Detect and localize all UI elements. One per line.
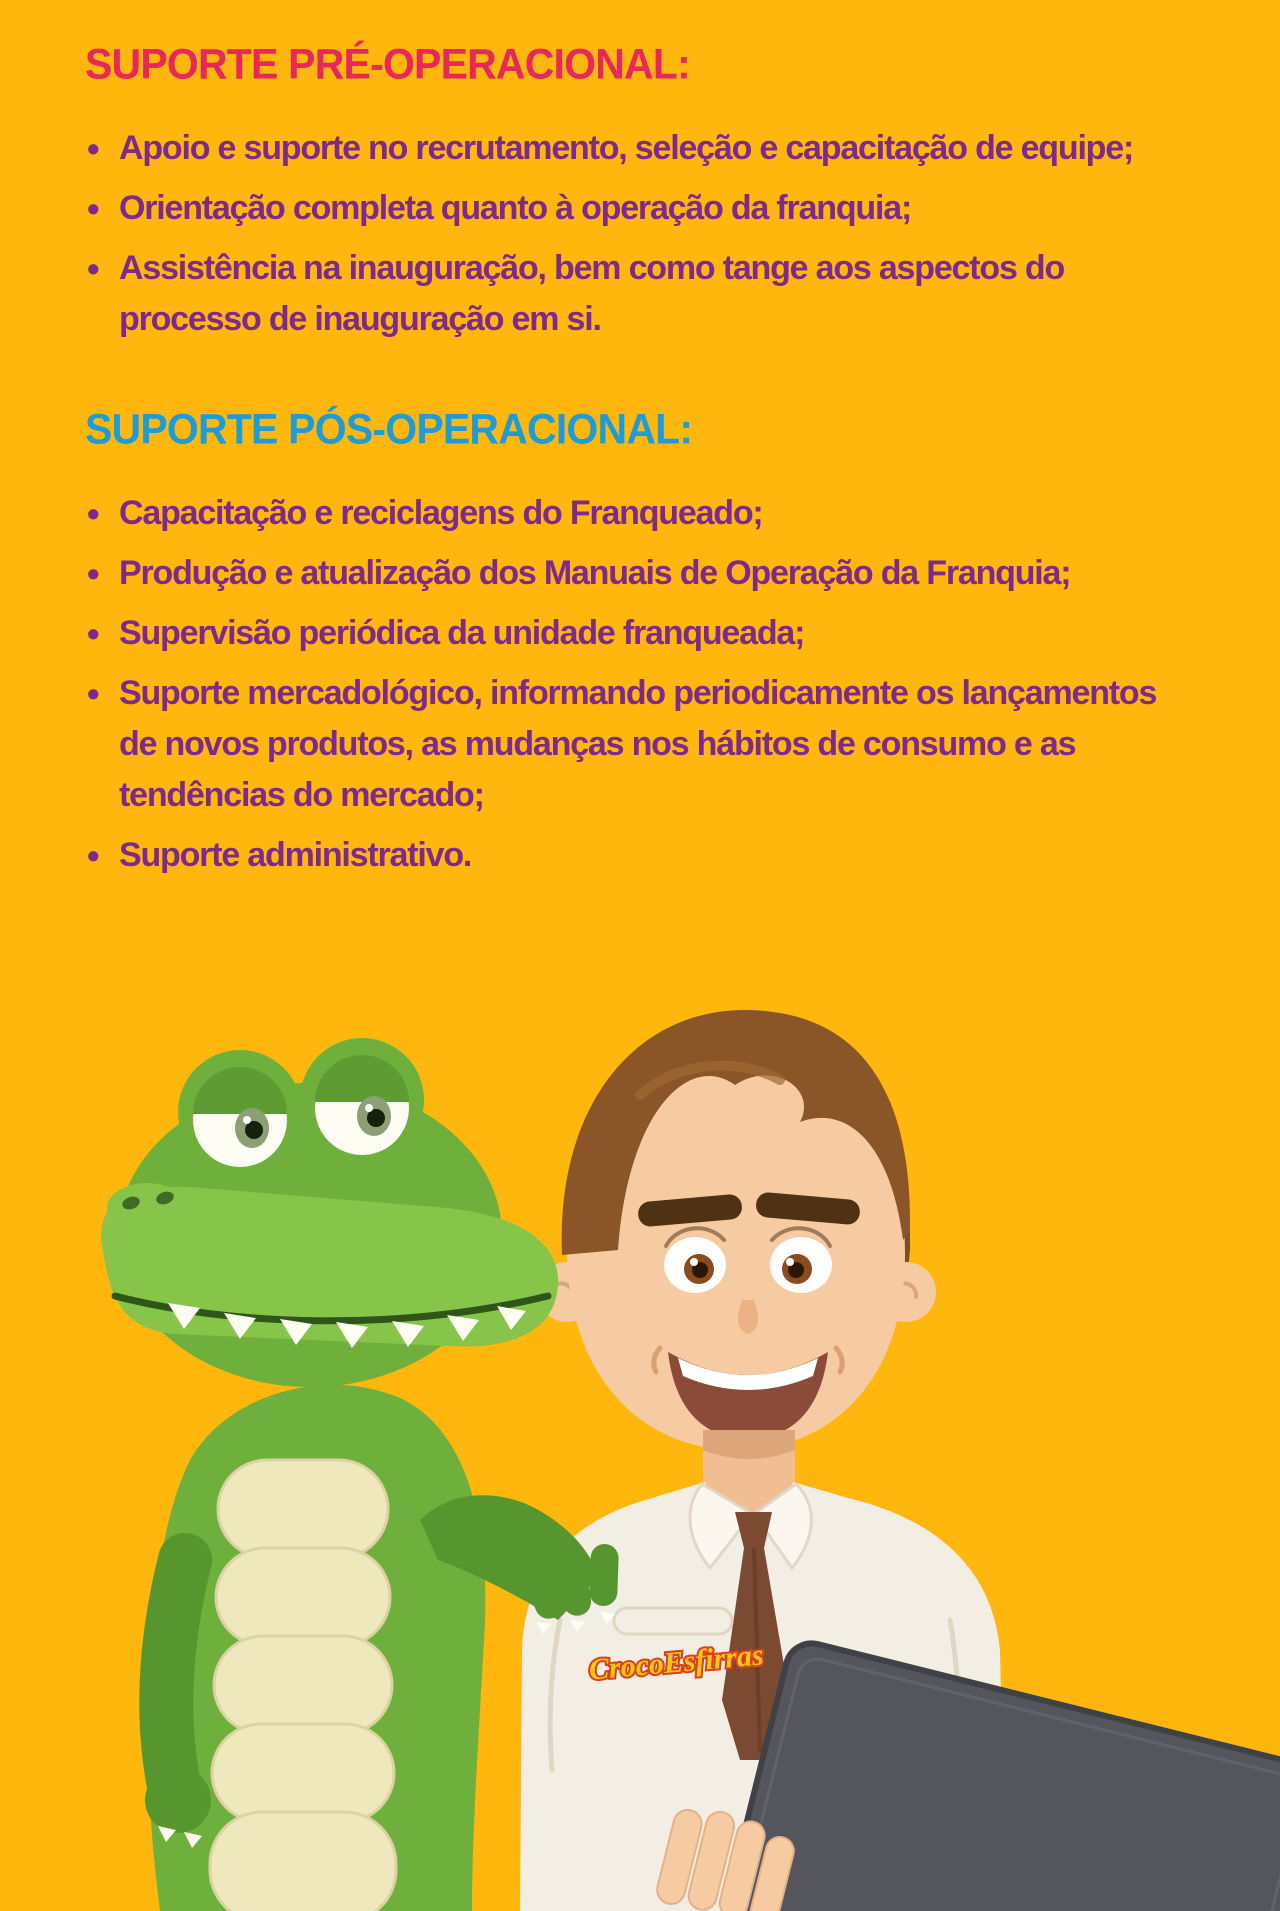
- list-item: [85, 183, 1200, 234]
- list-item-text: Suporte mercadológico, informando periodicamente os lançamentos de novos produtos, as mudanças nos hábitos de consumo e as tendências do mercado;: [119, 674, 1157, 814]
- list-item: [85, 668, 1200, 821]
- shirt-pocket: [614, 1608, 732, 1634]
- belly-segments: [210, 1460, 396, 1911]
- pre-operacional-list: [85, 123, 1200, 345]
- list-item: [85, 548, 1200, 599]
- list-item: [85, 830, 1200, 881]
- list-item: [85, 123, 1200, 174]
- mascot-illustration: [0, 1000, 1280, 1911]
- list-item: [85, 608, 1200, 659]
- section-pre-operacional: [85, 40, 1200, 345]
- list-item-text: Assistência na inauguração, bem como tange aos aspectos do processo de inauguração em si.: [119, 249, 1065, 338]
- pos-operacional-list: [85, 488, 1200, 881]
- section-pos-operacional: [85, 405, 1200, 881]
- list-item-text: Suporte administrativo.: [119, 836, 472, 874]
- list-item-text: Produção e atualização dos Manuais de Operação da Franquia;: [119, 554, 1071, 592]
- pre-operacional-title: SUPORTE PRÉ-OPERACIONAL:: [85, 40, 690, 88]
- flyer-text-content: [85, 40, 1200, 890]
- shirt-logo-text: CrocoEsfirras: [587, 1638, 765, 1687]
- pos-operacional-title: SUPORTE PÓS-OPERACIONAL:: [85, 405, 693, 453]
- list-item-text: Apoio e suporte no recrutamento, seleção e capacitação de equipe;: [119, 129, 1134, 167]
- list-item-text: Capacitação e reciclagens do Franqueado;: [119, 494, 763, 532]
- list-item-text: Supervisão periódica da unidade franqueada;: [119, 614, 805, 652]
- list-item: [85, 488, 1200, 539]
- list-item: [85, 243, 1200, 345]
- list-item-text: Orientação completa quanto à operação da franquia;: [119, 189, 912, 227]
- crocodile-and-franchisee-illustration: [0, 1000, 1280, 1911]
